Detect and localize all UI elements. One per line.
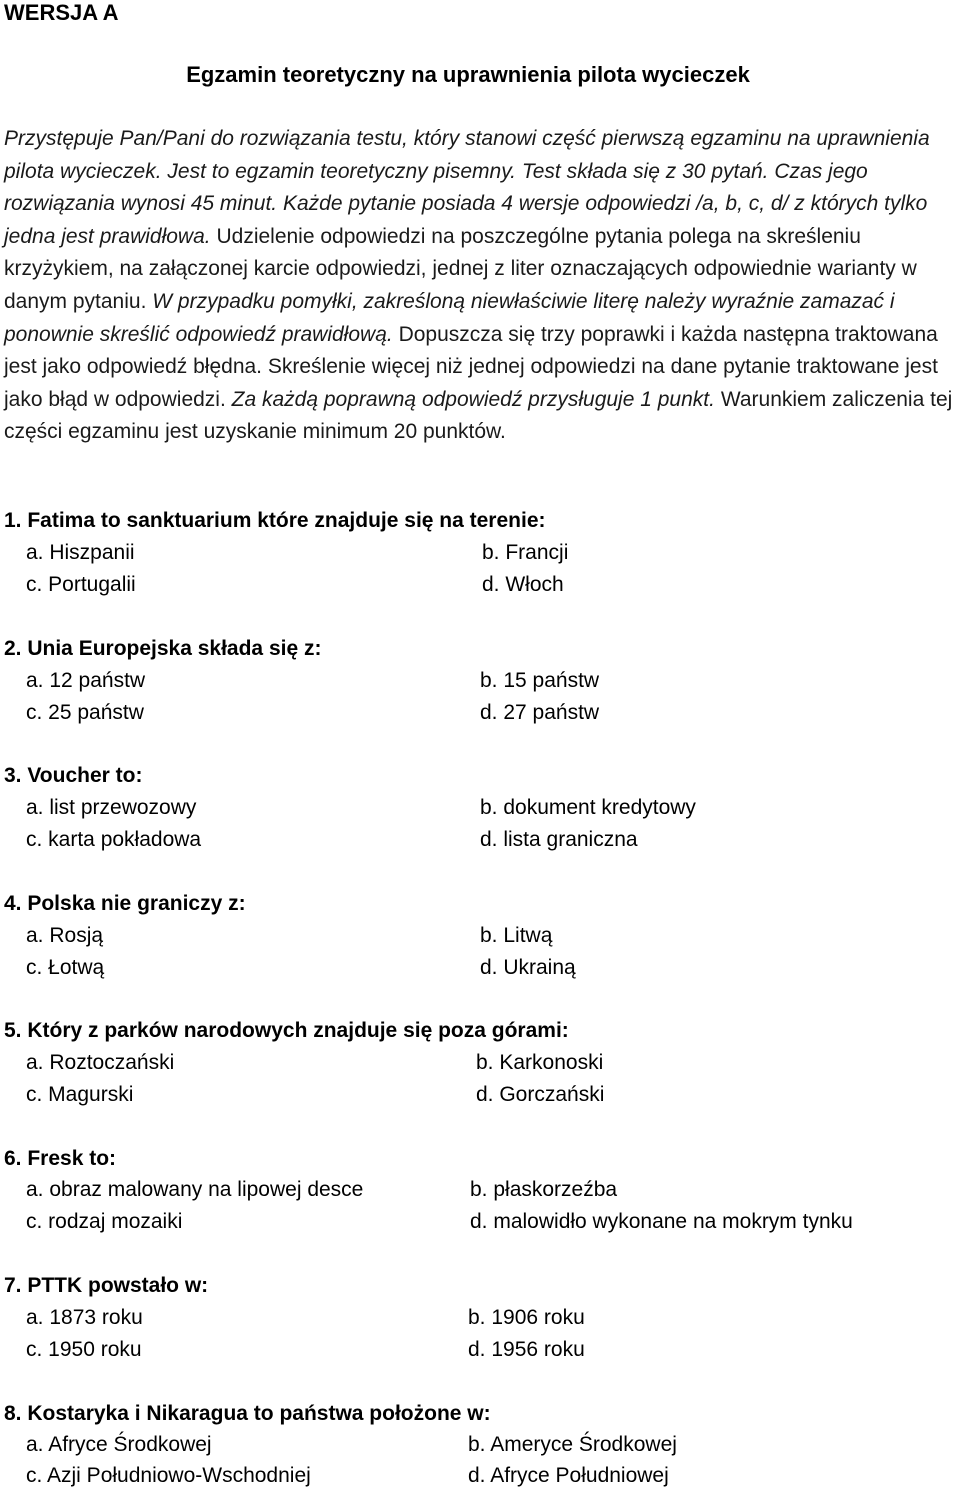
question-3-title: 3. Voucher to: (4, 764, 143, 787)
question-6-option-c: c. rodzaj mozaiki (26, 1210, 183, 1233)
question-2-title: 2. Unia Europejska składa się z: (4, 637, 322, 660)
question-4-title: 4. Polska nie graniczy z: (4, 892, 246, 915)
question-3-option-c: c. karta pokładowa (26, 828, 202, 851)
instructions-part-4: Dopuszcza się trzy poprawki i każda następna traktowana jest jako odpowiedź błędna. Skreślenie więcej niż jednej odpowiedzi na dane pytanie traktowane jest jako błąd w odpowiedzi. (4, 322, 938, 411)
question-2-option-a: a. 12 państw (26, 669, 146, 692)
question-8-option-a: a. Afryce Środkowej (26, 1433, 212, 1456)
question-6-option-d: d. malowidło wykonane na mokrym tynku (470, 1210, 853, 1233)
question-7-option-b: b. 1906 roku (468, 1306, 585, 1329)
question-2-option-d: d. 27 państw (480, 701, 600, 724)
question-8-option-b: b. Ameryce Środkowej (468, 1433, 677, 1456)
question-7-option-a: a. 1873 roku (26, 1306, 143, 1329)
question-8-option-d: d. Afryce Południowej (468, 1464, 669, 1487)
question-1-option-d: d. Włoch (482, 573, 564, 596)
question-4-option-b: b. Litwą (480, 924, 553, 947)
question-3-option-d: d. lista graniczna (480, 828, 638, 851)
question-1-option-c: c. Portugalii (26, 573, 136, 596)
question-1-option-a: a. Hiszpanii (26, 541, 135, 564)
question-5-option-d: d. Gorczański (476, 1083, 605, 1106)
question-4-option-a: a. Rosją (26, 924, 104, 947)
question-7-option-c: c. 1950 roku (26, 1338, 142, 1361)
question-1-title: 1. Fatima to sanktuarium które znajduje się na terenie: (4, 509, 546, 532)
question-5-option-b: b. Karkonoski (476, 1051, 604, 1074)
question-7-option-d: d. 1956 roku (468, 1338, 585, 1361)
question-4-option-c: c. Łotwą (26, 956, 105, 979)
question-5-option-a: a. Roztoczański (26, 1051, 175, 1074)
instructions-part-2: Udzielenie odpowiedzi na poszczególne pytania polega na skreśleniu krzyżykiem, na załączonej karcie odpowiedzi, jednej z liter oznaczających odpowiednie warianty w danym pytaniu. (4, 224, 917, 313)
instructions-part-5: Za każdą poprawną odpowiedź przysługuje 1 punkt. (231, 387, 715, 411)
question-8-title: 8. Kostaryka i Nikaragua to państwa położone w: (4, 1402, 491, 1425)
question-2-option-b: b. 15 państw (480, 669, 600, 692)
question-3-option-a: a. list przewozowy (26, 796, 197, 819)
question-6-option-b: b. płaskorzeźba (470, 1178, 618, 1201)
page-title: Egzamin teoretyczny na uprawnienia pilota wycieczek (186, 62, 750, 87)
question-1-option-b: b. Francji (482, 541, 569, 564)
instructions-part-1: Przystępuje Pan/Pani do rozwiązania testu, który stanowi część pierwszą egzaminu na uprawnienia pilota wycieczek. Jest to egzamin teoretyczny pisemny. Test składa się z 30 pytań. Czas jego rozwiązania wynosi 45 minut. Każde pytanie posiada 4 wersje odpowiedzi /a, b, c, d/ z których tylko jedna jest prawidłowa. (4, 127, 930, 248)
question-2-option-c: c. 25 państw (26, 701, 144, 724)
instructions-part-3: W przypadku pomyłki, zakreśloną niewłaściwie literę należy wyraźnie zamazać i ponownie skreślić odpowiedź prawidłową. (4, 289, 895, 346)
version-label: WERSJA A (4, 0, 119, 25)
question-4-option-d: d. Ukrainą (480, 956, 576, 979)
instructions-paragraph (4, 123, 954, 449)
question-5-title: 5. Który z parków narodowych znajduje się poza górami: (4, 1019, 569, 1042)
question-6-title: 6. Fresk to: (4, 1147, 117, 1170)
instructions-part-6: Warunkiem zaliczenia tej części egzaminu jest uzyskanie minimum 20 punktów. (4, 387, 953, 444)
question-6-option-a: a. obraz malowany na lipowej desce (26, 1178, 364, 1201)
question-3-option-b: b. dokument kredytowy (480, 796, 696, 819)
question-5-option-c: c. Magurski (26, 1083, 134, 1106)
question-8-option-c: c. Azji Południowo-Wschodniej (26, 1464, 311, 1487)
question-7-title: 7. PTTK powstało w: (4, 1274, 209, 1297)
